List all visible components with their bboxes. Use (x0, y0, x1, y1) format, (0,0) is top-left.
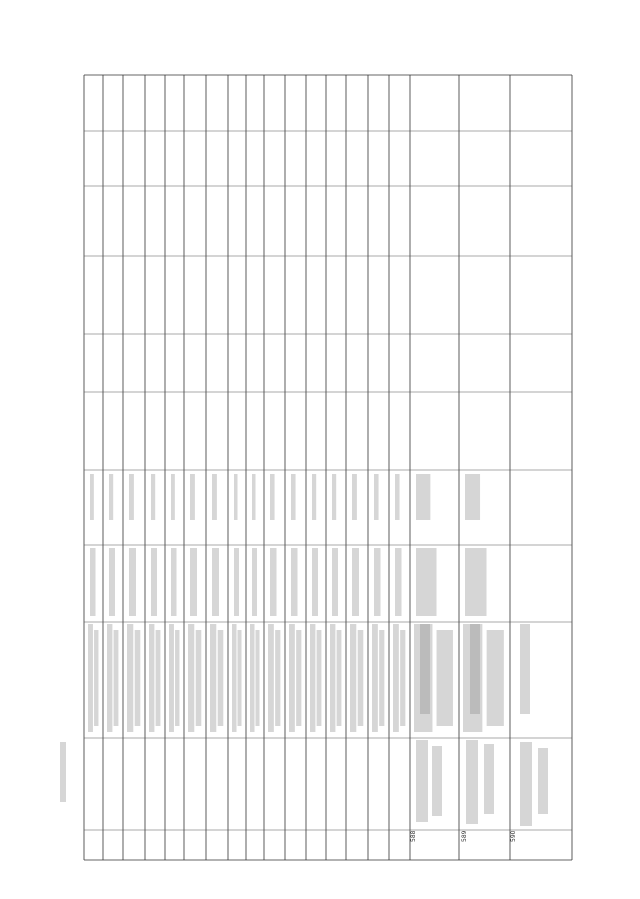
unreadable-text-strip (127, 624, 133, 732)
unreadable-text-strip (250, 624, 255, 732)
unreadable-text-strip (352, 548, 359, 616)
unreadable-text-regions (60, 474, 548, 826)
unreadable-text-strip (465, 548, 487, 616)
unreadable-text-strip (60, 742, 66, 802)
unreadable-text-strip (234, 474, 238, 520)
unreadable-text-strip (212, 474, 217, 520)
unreadable-text-strip (190, 548, 197, 616)
unreadable-text-strip (487, 630, 504, 726)
unreadable-text-strip (374, 548, 381, 616)
unreadable-text-strip (312, 474, 316, 520)
row-number: 589 (461, 830, 468, 842)
unreadable-text-strip (129, 548, 136, 616)
unreadable-text-strip (196, 630, 202, 726)
unreadable-text-strip (484, 744, 494, 814)
unreadable-text-strip (395, 548, 402, 616)
unreadable-text-strip (465, 474, 480, 520)
unreadable-text-strip (171, 548, 177, 616)
unreadable-text-strip (437, 630, 453, 726)
row-number: 588 (410, 830, 417, 842)
unreadable-text-strip (109, 548, 115, 616)
unreadable-text-strip (210, 624, 216, 732)
unreadable-text-strip (94, 630, 98, 726)
unreadable-text-strip (400, 630, 405, 726)
unreadable-text-strip (374, 474, 379, 520)
unreadable-text-strip (470, 624, 480, 714)
unreadable-text-strip (275, 630, 280, 726)
unreadable-text-strip (169, 624, 174, 732)
unreadable-text-strip (312, 548, 318, 616)
unreadable-text-strip (171, 474, 175, 520)
row-numbers (410, 830, 517, 842)
unreadable-text-strip (352, 474, 357, 520)
unreadable-text-strip (212, 548, 219, 616)
unreadable-text-strip (296, 630, 301, 726)
unreadable-text-strip (268, 624, 274, 732)
unreadable-text-strip (358, 630, 364, 726)
unreadable-text-strip (107, 624, 112, 732)
unreadable-text-strip (151, 548, 157, 616)
unreadable-text-strip (291, 548, 298, 616)
unreadable-text-strip (190, 474, 195, 520)
unreadable-text-strip (379, 630, 384, 726)
unreadable-text-strip (538, 748, 548, 814)
unreadable-text-strip (156, 630, 161, 726)
unreadable-text-strip (218, 630, 224, 726)
unreadable-text-strip (270, 548, 277, 616)
unreadable-text-strip (416, 474, 430, 520)
unreadable-text-strip (149, 624, 154, 732)
row-number: 590 (510, 830, 517, 842)
unreadable-text-strip (317, 630, 322, 726)
unreadable-text-strip (289, 624, 295, 732)
unreadable-text-strip (129, 474, 134, 520)
unreadable-text-strip (310, 624, 315, 732)
unreadable-text-strip (332, 548, 338, 616)
unreadable-text-strip (232, 624, 237, 732)
table-grid (84, 75, 572, 860)
unreadable-text-strip (90, 474, 94, 520)
unreadable-text-strip (330, 624, 335, 732)
unreadable-text-strip (175, 630, 179, 726)
unreadable-text-strip (420, 624, 430, 714)
unreadable-text-strip (395, 474, 400, 520)
unreadable-text-strip (520, 624, 530, 714)
unreadable-text-strip (466, 740, 478, 824)
unreadable-text-strip (252, 548, 257, 616)
unreadable-text-strip (151, 474, 155, 520)
unreadable-text-strip (393, 624, 399, 732)
unreadable-text-strip (337, 630, 342, 726)
unreadable-text-strip (416, 548, 437, 616)
unreadable-text-strip (256, 630, 260, 726)
unreadable-text-strip (332, 474, 336, 520)
unreadable-text-strip (416, 740, 428, 822)
unreadable-text-strip (234, 548, 239, 616)
unreadable-text-strip (252, 474, 256, 520)
unreadable-text-strip (291, 474, 296, 520)
unreadable-text-strip (238, 630, 242, 726)
unreadable-text-strip (90, 548, 96, 616)
unreadable-text-strip (109, 474, 113, 520)
unreadable-text-strip (188, 624, 194, 732)
unreadable-text-strip (350, 624, 356, 732)
unreadable-text-strip (372, 624, 378, 732)
unreadable-text-strip (88, 624, 93, 732)
unreadable-text-strip (432, 746, 442, 816)
unreadable-text-strip (135, 630, 141, 726)
unreadable-text-strip (520, 742, 532, 826)
unreadable-text-strip (270, 474, 275, 520)
unreadable-text-strip (114, 630, 119, 726)
